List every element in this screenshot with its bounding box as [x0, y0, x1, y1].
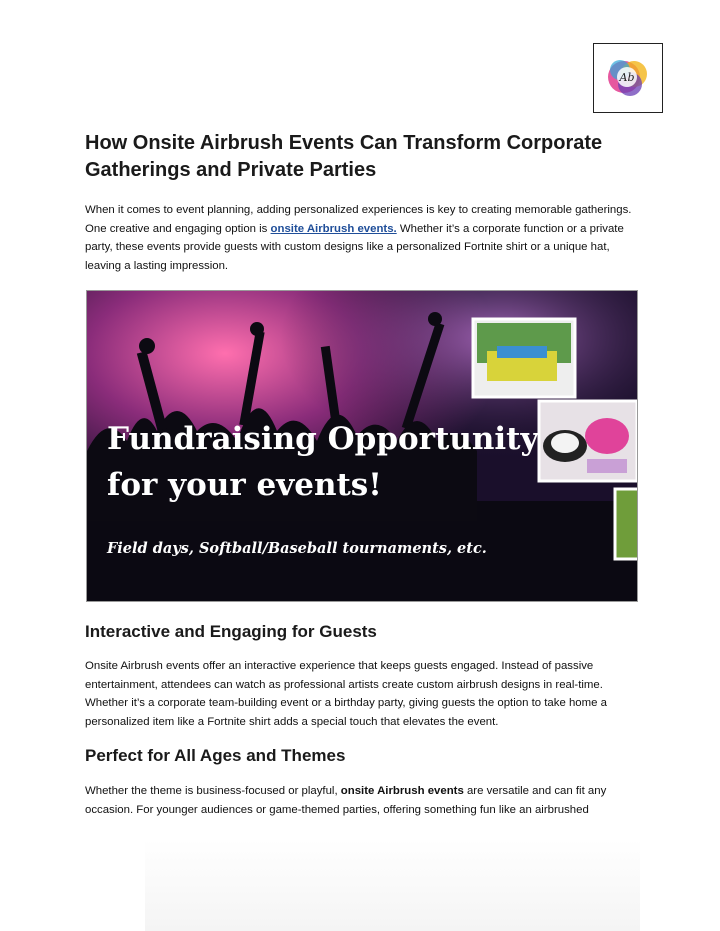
section-paragraph-interactive: Onsite Airbrush events offer an interactive experience that keeps guests engaged. Instead of passive entertainment, attendees can watch as professional artists create custom airbrush designs in real-time. Whether it’s a corporate team-building event or a birthday party, giving guests the option to take home a personalized item like a Fortnite shirt adds a special touch that elevates the event.	[85, 660, 607, 728]
intro-text-1: When it comes to event planning, adding personalized experiences is key to creating memorable gatherings. One creative and engaging option is	[85, 204, 632, 235]
inset-photo-booth	[473, 319, 575, 397]
logo-monogram: Ab	[619, 71, 635, 84]
company-logo	[593, 43, 663, 113]
section-heading-interactive: Interactive and Engaging for Guests	[85, 622, 377, 641]
section-heading-ages-themes: Perfect for All Ages and Themes	[85, 746, 346, 765]
banner-headline-line1: Fundraising Opportunity	[107, 421, 539, 457]
ages-text-1: Whether the theme is business-focused or playful,	[85, 785, 341, 797]
intro-paragraph	[85, 201, 645, 275]
ages-text-2: are versatile and can fit any occasion. For younger audiences or game-themed parties, offering something fun like an airbrushed	[85, 785, 607, 816]
article-title: How Onsite Airbrush Events Can Transform Corporate Gatherings and Private Parties	[85, 132, 603, 181]
page-bottom-shade	[145, 840, 640, 931]
banner-subline: Field days, Softball/Baseball tournaments, etc.	[107, 540, 487, 557]
inset-photo-hats	[539, 401, 637, 481]
banner-headline-line2: for your events!	[107, 467, 382, 503]
section-paragraph-ages-themes	[85, 782, 645, 819]
fundraising-banner-image	[86, 290, 638, 602]
intro-text-2: Whether it’s a corporate function or a private party, these events provide guests with custom designs like a personalized Fortnite shirt or a unique hat, leaving a lasting impression.	[85, 222, 624, 272]
splash-logo-icon	[594, 44, 662, 112]
onsite-airbrush-events-link[interactable]: onsite Airbrush events.	[270, 222, 397, 235]
inset-photo-field	[615, 489, 638, 559]
ages-bold-text: onsite Airbrush events	[340, 785, 464, 797]
